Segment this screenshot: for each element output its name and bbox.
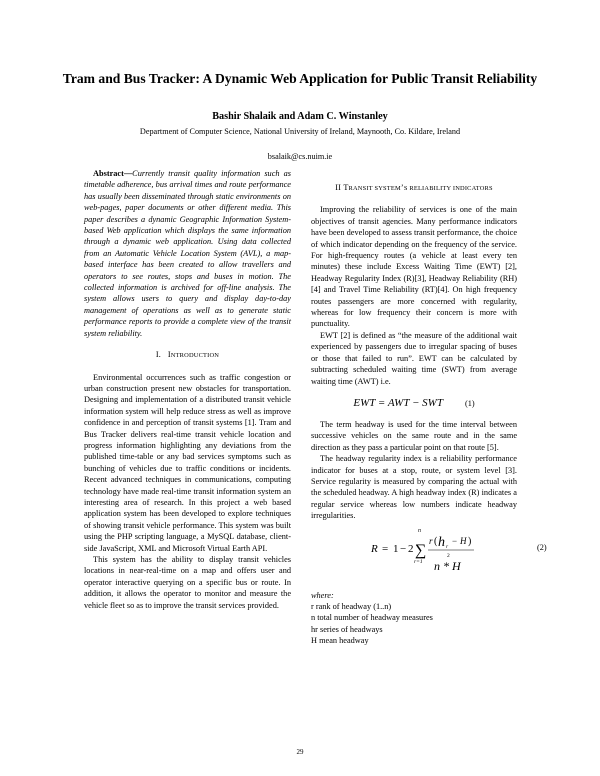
email: bsalaik@cs.nuim.ie <box>267 152 333 161</box>
affiliation: Department of Computer Science, National University of Ireland, Maynooth, Co. Kildare, Ireland <box>139 127 461 136</box>
where-item: n total number of headway measures <box>311 613 433 623</box>
section-number: I. <box>155 350 162 360</box>
section-number: II <box>335 183 342 192</box>
where-label: where: <box>311 590 334 600</box>
reliability-paragraph-1: Improving the reliability of services is one of the main objectives of transit agencies. Many performance indicators have been developed to assess transit performance, the choice of which indicator depending on the frequency of the service. For high-frequency routes (a vehicle at least every ten minutes) these include Excess Waiting Time (EWT) [2], Headway Regularity Index (R)[3], Headway Reliability (RH)[4] and Travel Time Reliability (RT)[4]. On high frequency routes passengers are more concerned with regularity, whereas for low frequency their concern is more with punctuality. <box>311 205 517 329</box>
equation-1-number: (1) <box>464 398 475 408</box>
eq2-equals: = <box>382 542 389 555</box>
headway-paragraph: The term headway is used for the time interval between successive vehicles on the same route and in the same direction as they pass a particular point on that route [5]. <box>311 419 517 452</box>
section-heading-introduction <box>84 349 291 361</box>
section-title-rest: NTRODUCTION <box>170 352 220 360</box>
abstract-lead: Abstract— <box>93 169 133 178</box>
eq2-den: n * H <box>434 558 461 573</box>
eq2-sub-r: r <box>446 543 449 550</box>
eq2-sigma: ∑ <box>415 541 427 559</box>
section-title-rest: S RELIABILITY INDICATORS <box>403 185 493 192</box>
eq2-two: 2 <box>408 542 414 555</box>
eq2-lhs: R <box>371 542 378 555</box>
equation-2-figure <box>311 522 517 590</box>
intro-paragraph-1: Environmental occurrences such as traffic congestion or urban construction present new obstacles for transportation. Designing and implementation of a distributed transit vehicle information system will help reduce stress as well as improve confidence in and perception of transit systems [1]. Tram and Bus Tracker delivers real-time transit vehicle location and progress information highlighting any deviations from the published time-table or any bad services symptoms such as bunching of vehicles due to traffic conditions or incidents. Recent advanced techniques in communications, computing technology have made real-time transit information system an interesting area of research. In this project a web based application system has been developed to explore techniques of showing transit vehicle performance. This system was built using the PHP scripting language, a MySQL database, client-side JavaScript, XML and Microsoft Virtual Earth API. <box>84 372 291 553</box>
equation-1-body: EWT = AWT − SWT <box>353 396 443 409</box>
eq2-den-sup: 2 <box>447 552 450 559</box>
ewt-paragraph: EWT [2] is defined as “the measure of the additional wait experienced by passengers due to irregular spacing of buses or those that failed to run”. EWT can be calculated by subtracting scheduled waiting time (SWT) from average waiting time (AWT) i.e. <box>311 330 517 386</box>
section-title-part: RANSIT SYSTEM <box>348 185 401 192</box>
eq2-one: 1 <box>393 542 399 555</box>
regularity-paragraph: The headway regularity index is a reliability performance indicator for buses at a stop, route, or system level [3]. Service regularity is measured by comparing the actual with the scheduled headway. A high headway index (R) indicates a regular service whereas low numbers indicate headway irregularities. <box>311 454 517 521</box>
abstract-text: Currently transit quality information such as timetable adherence, bus arrival times and route performance has usually been disseminated through static environments on web-pages, paper documents or other different media. This paper describes a dynamic Geographic Information System-based Web application which displays the same information through a dynamic web application. Using data collected from an Automatic Vehicle Location System (AVL), a map-based interface has been created to allow travellers and operators to see routes, stops and buses in motion. The collected information is archived for off-line analysis. The system allows users to query and display day-to-day management of operations as well as to generate static performance reports to provide a complete view of the transit system reliability. <box>84 169 291 338</box>
where-item: hr series of headways <box>311 624 383 634</box>
eq2-sum-top: n <box>418 527 421 534</box>
authors: Bashir Shalaik and Adam C. Winstanley <box>212 111 388 122</box>
eq2-minus2: − <box>452 535 458 546</box>
section-initial: I <box>167 350 171 360</box>
equation-2-number: (2) <box>537 542 547 552</box>
eq2-h: h <box>438 534 445 550</box>
eq2-H: H <box>460 535 467 546</box>
apostrophe: ’ <box>400 183 404 192</box>
eq2-r: r <box>429 535 433 546</box>
intro-paragraph-2: This system has the ability to display transit vehicles locations in near-real-time on a map and offers user and operator interactive querying on a specific bus or route. In addition, it allows the operator to monitor and measure the vehicle fleet so as to improve the transit services provided. <box>84 555 291 610</box>
paper-title: Tram and Bus Tracker: A Dynamic Web Application for Public Transit Reliability <box>62 71 538 86</box>
eq2-rparen: ) <box>468 535 472 547</box>
where-item: r rank of headway (1..n) <box>311 601 392 611</box>
page-number: 29 <box>296 748 304 756</box>
section-heading-reliability <box>311 182 517 194</box>
abstract <box>84 168 291 339</box>
equation-1 <box>311 387 517 419</box>
where-item: H mean headway <box>311 636 369 646</box>
eq2-minus: − <box>400 542 407 555</box>
right-column <box>311 182 547 647</box>
equation-2 <box>311 522 547 590</box>
section-initial: T <box>343 183 349 192</box>
left-column <box>84 168 291 611</box>
eq2-sum-bottom: r=1 <box>414 558 423 565</box>
eq2-lparen: ( <box>434 535 438 547</box>
